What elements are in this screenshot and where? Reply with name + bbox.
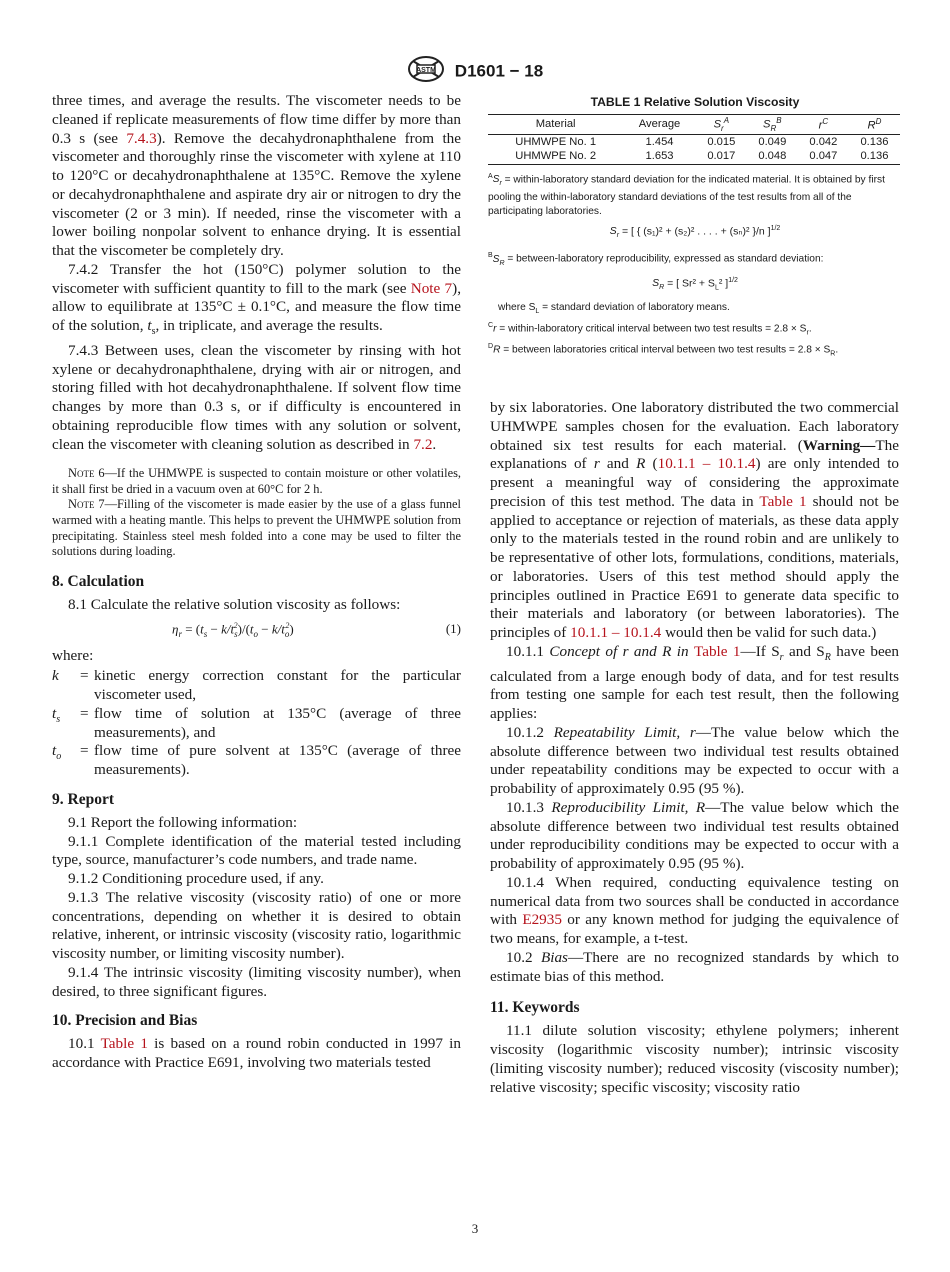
document-designation: D1601 − 18 bbox=[454, 61, 544, 81]
note-6: Note 6—If the UHMWPE is suspected to contain moisture or other volatiles, it shall first be dried in a vacuum oven at 60°C for 2 h. bbox=[52, 466, 461, 496]
footnote-D: $^D$R = between laboratories critical interval between two test results = $2.8 \times S_R$. bbox=[488, 343, 839, 358]
paragraph-10-1-cont: by six laboratories. One laboratory distributed the two commercial UHMWPE samples chosen for the evaluation. Each laboratory obtained six test results for each material. (Warning—The explanations of r and R (10.1.1 – 10.1.4) are only intended to present a meaningful way of considering the approximate precision of this test method. The data in Table 1 should not be applied to acceptance or rejection of materials, as these data apply only to the materials tested in the round robin and are unlikely to be representative of other lots, formulations, conditions, materials, or laboratories. Users of this test method should apply the principles outlined in Practice E691 to generate data specific to their materials and laboratory (or between laboratories). The principles of 10.1.1 – 10.1.4 would then be valid for such data.) bbox=[490, 399, 900, 641]
page-number: 3 bbox=[471, 1221, 479, 1236]
table-1-title: TABLE 1 Relative Solution Viscosity bbox=[590, 95, 800, 109]
paragraph-10-1-1: 10.1.1 Concept of r and R in Table 1—If $S_r$ and $S_R$ have been calculated from a large enough body of data, and for test results from testing one sample for each test result, then the following applies: bbox=[490, 642, 900, 723]
footnote-B2: where $S_L$ = standard deviation of laboratory means. bbox=[498, 302, 730, 316]
link-table-1[interactable]: Table 1 bbox=[759, 492, 807, 510]
footnote-A: $^AS_r$ = within-laboratory standard deviation for the indicated material. It is obtained by first pooling the within-laboratory standard deviations of the test results from all of the participating laboratories. bbox=[488, 172, 885, 217]
where-label: where: bbox=[52, 646, 94, 664]
equation-1: $\eta_r = (t_s - k/t_s^2)/(t_o - k/t_o^2)$ (1) bbox=[172, 620, 461, 639]
formula-sR: $S_R$ = [ $Sr^2 + S_L^2$ ]$^{1/2}$ bbox=[652, 276, 738, 292]
col-header-R: $R^D$ bbox=[849, 115, 900, 135]
col-header-material: Material bbox=[488, 115, 623, 135]
paragraph-9-1-2: 9.1.2 Conditioning procedure used, if any. bbox=[68, 870, 324, 888]
table-row: UHMWPE No. 2 1.653 0.017 0.048 0.047 0.136 bbox=[488, 149, 900, 164]
paragraph-10-1-3: 10.1.3 Reproducibility Limit, R—The value below which the absolute difference between two individual test results obtained under reproducibility conditions may be expected to occur with a probability of approximately 0.95 (95 %). bbox=[490, 798, 900, 873]
section-9-heading: 9. Report bbox=[52, 790, 114, 808]
col-header-sr: $S_r^A$ bbox=[696, 115, 747, 135]
footnote-B: $^BS_R$ = between-laboratory reproducibility, expressed as standard deviation: bbox=[488, 252, 824, 267]
col-header-r: $r^C$ bbox=[798, 115, 849, 135]
def-symbol-k: k bbox=[52, 667, 59, 685]
col-header-average: Average bbox=[623, 115, 696, 135]
note-7: Note 7—Filling of the viscometer is made easier by the use of a glass funnel warmed with a heating mantle. This helps to prevent the UHMWPE solution from precipitating. Stainless steel mesh folded into a cone may be used to filter the solutions during loading. bbox=[52, 497, 461, 559]
paragraph-11-1: 11.1 dilute solution viscosity; ethylene polymers; inherent viscosity (logarithmic viscosity number); intrinsic viscosity (limiting viscosity number); reduced viscosity (viscosity number); relative viscosity; specific viscosity; viscosity ratio bbox=[490, 1022, 899, 1096]
paragraph-7-4-3: 7.4.3 Between uses, clean the viscometer by rinsing with hot xylene or decahydronaphthalene, drying with air or nitrogen, and storing filled with hot decahydronaphthalene. If solvent flow time changes by more than 0.3 s, or if difficulty is encountered in obtaining reproducible flow times with any solution or solvent, clean the viscometer with cleaning solution as described in 7.2. bbox=[52, 341, 461, 453]
table-row: UHMWPE No. 1 1.454 0.015 0.049 0.042 0.136 bbox=[515, 135, 889, 148]
link-note-7[interactable]: Note 7 bbox=[410, 279, 453, 297]
paragraph-10-1-2: 10.1.2 Repeatability Limit, r—The value below which the absolute difference between two individual test results obtained under repeatability conditions may be expected to occur with a probability of approximately 0.95 (95 %). bbox=[490, 723, 899, 798]
table-1 bbox=[488, 114, 900, 165]
def-symbol-to: t bbox=[52, 742, 57, 760]
page-header bbox=[0, 55, 950, 88]
paragraph-9-1-3: 9.1.3 The relative viscosity (viscosity ratio) of one or more concentrations, depending on whether it is desired to obtain relative, inherent, or intrinsic viscosity (viscosity ratio, logarithmic viscosity number, or limiting viscosity number). bbox=[52, 888, 461, 963]
section-8-heading: 8. Calculation bbox=[52, 572, 145, 590]
table-1-block bbox=[488, 95, 902, 361]
link-table-1[interactable]: Table 1 bbox=[100, 1035, 148, 1053]
svg-text:ASTM: ASTM bbox=[415, 67, 436, 74]
paragraph-10-1-4: 10.1.4 When required, conducting equivalence testing on numerical data from two sources shall be conducted in accordance with E2935 or any known method for judging the equivalence of two means, for example, a t-test. bbox=[490, 873, 899, 948]
def-symbol-ts: t bbox=[52, 704, 57, 722]
footnote-C: $^C$r = within-laboratory critical interval between two test results = $2.8 \times S_r$. bbox=[488, 322, 812, 337]
astm-logo bbox=[407, 55, 445, 88]
paragraph-10-2: 10.2 Bias—There are no recognized standards by which to estimate bias of this method. bbox=[490, 948, 899, 985]
formula-sr: $S_r$ = [ { (s₁)² + (s₂)² . . . . + (sₙ)² }/n ]$^{1/2}$ bbox=[609, 224, 781, 240]
right-column bbox=[490, 399, 899, 1097]
table-header-row bbox=[488, 115, 900, 135]
paragraph-7-4-2: 7.4.2 Transfer the hot (150°C) polymer solution to the viscometer with sufficient quantity to fill to the mark (see Note 7), allow to equilibrate at 135°C ± 0.1°C, and measure the flow time of the solution, $t_s$, in triplicate, and average the results. bbox=[52, 260, 461, 338]
paragraph-9-1-1: 9.1.1 Complete identification of the material tested including type, source, manufacturer’s code numbers, and trade name. bbox=[52, 832, 461, 869]
link-7-2[interactable]: 7.2 bbox=[413, 435, 433, 453]
link-10-1-1-range[interactable]: 10.1.1 – 10.1.4 bbox=[570, 624, 662, 641]
link-10-1-1-range[interactable]: 10.1.1 – 10.1.4 bbox=[657, 455, 756, 473]
paragraph-9-1: 9.1 Report the following information: bbox=[68, 813, 298, 831]
paragraph-7-4-1-cont: three times, and average the results. The viscometer needs to be cleaned if replicate measurements of flow time differ by more than 0.3 s (see 7.4.3). Remove the decahydronaphthalene from the viscometer and thoroughly rinse the viscometer with xylene at 110 to 120°C or decahydronaphthalene at 135°C. Remove the xylene or decahydronaphthalene and aspirate dry air or nitrogen to dry the viscometer (2 or 3 min). If needed, rinse the viscometer with a lower boiling nonpolar solvent to enhance drying. It is essential that the viscometer be completely dry. bbox=[52, 92, 461, 259]
link-table-1[interactable]: Table 1 bbox=[694, 642, 741, 660]
paragraph-9-1-4: 9.1.4 The intrinsic viscosity (limiting viscosity number), when desired, to three significant figures. bbox=[52, 963, 461, 1000]
link-e2935[interactable]: E2935 bbox=[522, 911, 562, 929]
section-11-heading: 11. Keywords bbox=[490, 999, 580, 1017]
def-text-k: kinetic energy correction constant for the particular viscometer used, bbox=[94, 667, 461, 704]
definition-list: k = kinetic energy correction constant for the particular viscometer used, $t_s$ = flow time of solution at 135°C (average of three measurements), and $t_o$ = flow time of pure solvent at 135°C (average of three measurements). bbox=[52, 667, 461, 779]
section-10-heading: 10. Precision and Bias bbox=[52, 1012, 198, 1030]
left-column bbox=[52, 92, 461, 1073]
def-text-ts: flow time of solution at 135°C (average of three measurements), and bbox=[94, 704, 461, 741]
col-header-sR: $S_R^B$ bbox=[747, 115, 798, 135]
link-7-4-3[interactable]: 7.4.3 bbox=[126, 129, 157, 147]
paragraph-10-1: 10.1 Table 1 is based on a round robin conducted in 1997 in accordance with Practice E691, involving two materials tested bbox=[52, 1035, 461, 1072]
def-text-to: flow time of pure solvent at 135°C (average of three measurements). bbox=[94, 742, 461, 779]
equation-number: (1) bbox=[445, 620, 461, 636]
paragraph-8-1: 8.1 Calculate the relative solution viscosity as follows: bbox=[68, 595, 401, 613]
